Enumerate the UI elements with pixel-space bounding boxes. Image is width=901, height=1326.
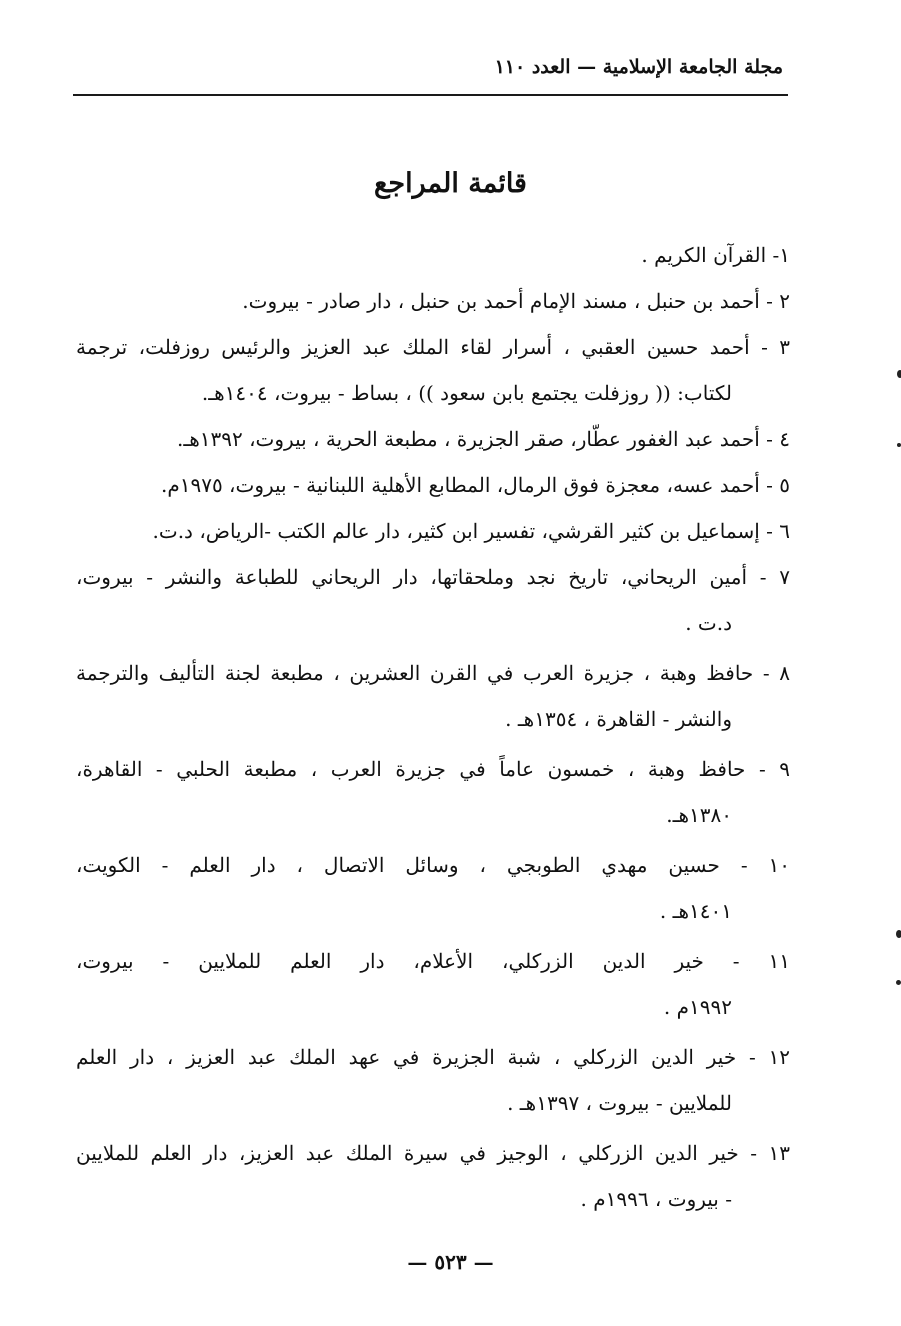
reference-item (76, 746, 790, 838)
reference-list (76, 232, 790, 1222)
margin-mark (897, 370, 901, 378)
margin-mark (896, 980, 901, 985)
reference-line: ٤ - أحمد عبد الغفور عطّار، صقر الجزيرة ، مطبعة الحرية ، بيروت، ١٣٩٢هـ. (177, 427, 790, 451)
reference-line-continued: للملايين - بيروت ، ١٣٩٧هـ . (507, 1091, 732, 1115)
reference-item (76, 842, 790, 934)
reference-line-continued: د.ت . (685, 611, 732, 635)
reference-item (76, 278, 790, 324)
margin-mark (897, 443, 901, 447)
reference-item (76, 650, 790, 742)
reference-line: ١١ - خير الدين الزركلي، الأعلام، دار العلم للملايين - بيروت، (76, 949, 790, 973)
reference-line: ٨ - حافظ وهبة ، جزيرة العرب في القرن العشرين ، مطبعة لجنة التأليف والترجمة (76, 661, 790, 685)
reference-line: ٧ - أمين الريحاني، تاريخ نجد وملحقاتها، دار الريحاني للطباعة والنشر - بيروت، (76, 565, 790, 589)
reference-item (76, 938, 790, 1030)
reference-line: ٣ - أحمد حسين العقبي ، أسرار لقاء الملك عبد العزيز والرئيس روزفلت، ترجمة (76, 335, 790, 359)
reference-line: ٦ - إسماعيل بن كثير القرشي، تفسير ابن كثير، دار عالم الكتب -الرياض، د.ت. (152, 519, 790, 543)
reference-item (76, 462, 790, 508)
reference-item (76, 508, 790, 554)
reference-line-continued: - بيروت ، ١٩٩٦م . (580, 1187, 732, 1211)
reference-line-continued: لكتاب: (( روزفلت يجتمع بابن سعود )) ، بساط - بيروت، ١٤٠٤هـ. (201, 381, 732, 405)
reference-line: ١٣ - خير الدين الزركلي ، الوجيز في سيرة الملك عبد العزيز، دار العلم للملايين (76, 1141, 790, 1165)
reference-line: ٩ - حافظ وهبة ، خمسون عاماً في جزيرة العرب ، مطبعة الحلبي - القاهرة، (76, 757, 790, 781)
reference-item (76, 1130, 790, 1222)
reference-line-continued: ١٩٩٢م . (663, 995, 732, 1019)
page-number: — ٥٢٣ — (407, 1250, 494, 1274)
header-rule (73, 94, 788, 96)
reference-line-continued: والنشر - القاهرة ، ١٣٥٤هـ . (505, 707, 732, 731)
reference-item (76, 324, 790, 416)
reference-item (76, 416, 790, 462)
section-title: قائمة المراجع (374, 168, 527, 199)
reference-line: ١٢ - خير الدين الزركلي ، شبة الجزيرة في عهد الملك عبد العزيز ، دار العلم (76, 1045, 790, 1069)
running-head: مجلة الجامعة الإسلامية — العدد ١١٠ (494, 56, 783, 78)
margin-mark (896, 930, 901, 938)
reference-item (76, 554, 790, 646)
reference-line-continued: ١٣٨٠هـ. (666, 803, 732, 827)
reference-line: ١- القرآن الكريم . (641, 243, 790, 267)
reference-line-continued: ١٤٠١هـ . (659, 899, 732, 923)
reference-item (76, 232, 790, 278)
reference-line: ٢ - أحمد بن حنبل ، مسند الإمام أحمد بن حنبل ، دار صادر - بيروت. (242, 289, 790, 313)
reference-line: ١٠ - حسين مهدي الطوبجي ، وسائل الاتصال ، دار العلم - الكويت، (76, 853, 790, 877)
reference-item (76, 1034, 790, 1126)
reference-line: ٥ - أحمد عسه، معجزة فوق الرمال، المطابع الأهلية اللبنانية - بيروت، ١٩٧٥م. (160, 473, 790, 497)
